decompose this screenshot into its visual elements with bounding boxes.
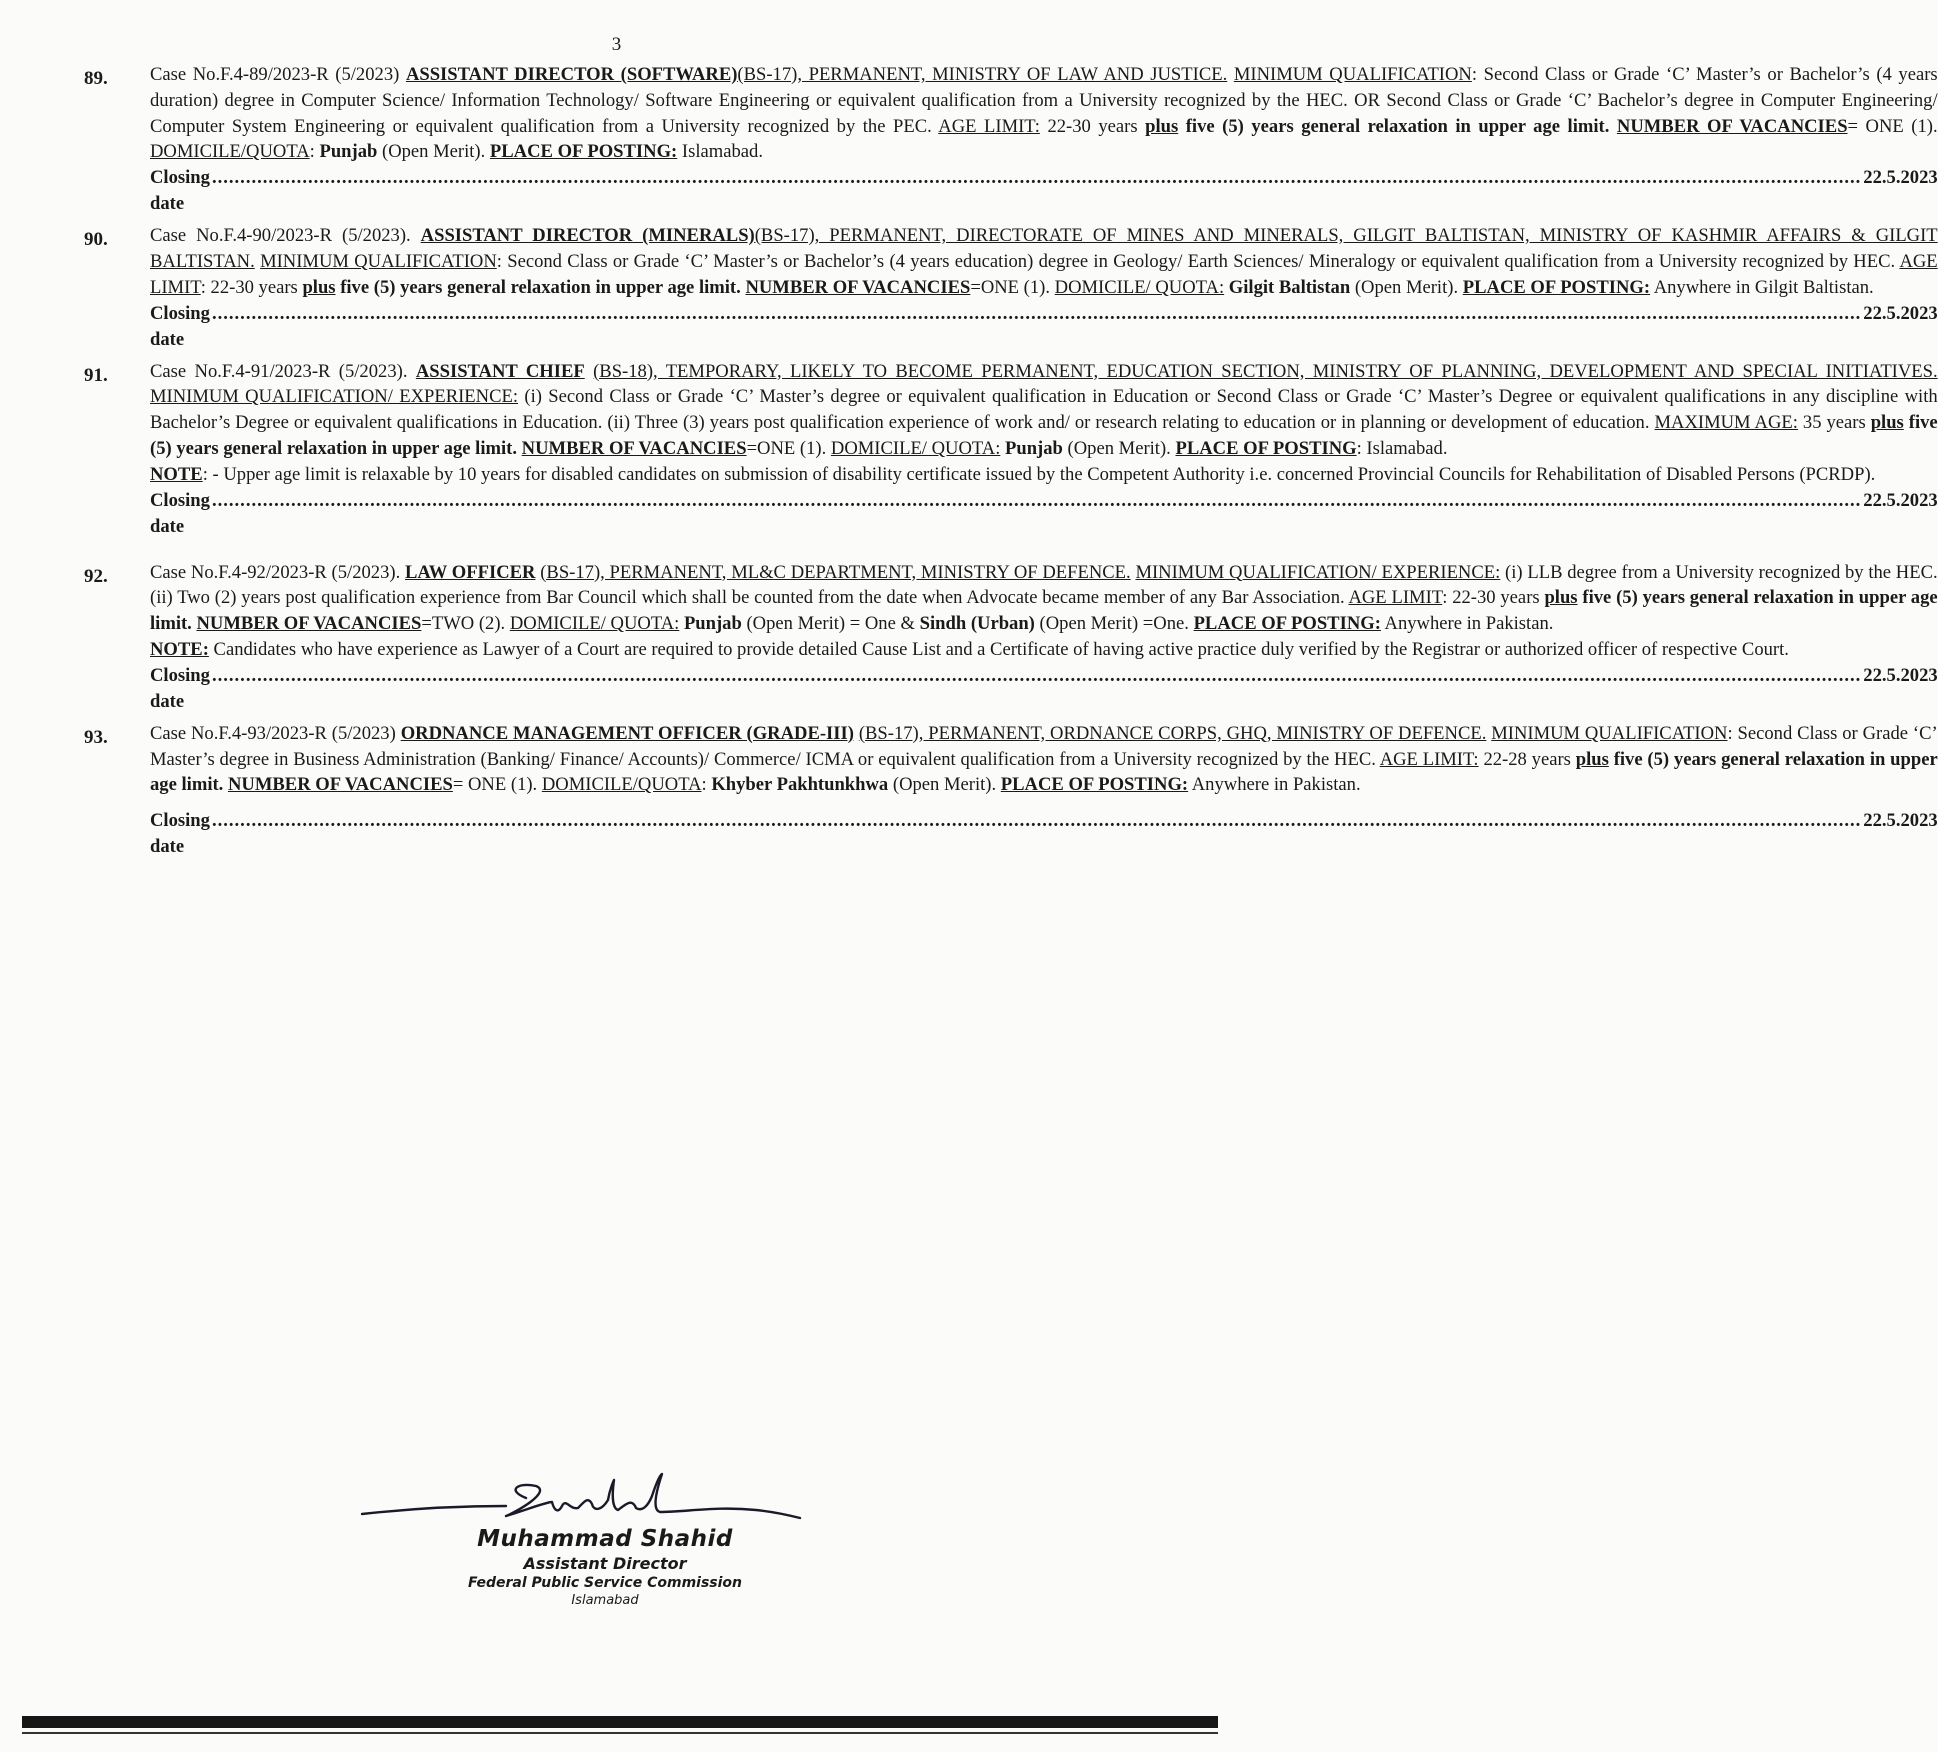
age-limit-label: AGE LIMIT: [1379, 748, 1479, 770]
relaxation-text: five (5) years general relaxation in upper age limit. [1185, 115, 1610, 137]
vacancies-label: NUMBER OF VACANCIES [227, 774, 453, 796]
note-text: : - Upper age limit is relaxable by 10 years for disabled candidates on submission of disability certificate issued by the Competent Authority i.e. concerned Provincial Councils for Rehabilitation of Disabled Persons (PCRDP). [202, 463, 1876, 485]
signatory-name: Muhammad Shahid [477, 1526, 733, 1552]
domicile-province-2: Sindh (Urban) [919, 613, 1035, 635]
case-number: 93. [84, 726, 108, 748]
domicile-label: DOMICILE/ QUOTA: [1054, 276, 1225, 298]
post-title: ORDNANCE MANAGEMENT OFFICER (GRADE-III) [400, 722, 854, 744]
domicile-text-2: (Open Merit) =One. [1039, 613, 1189, 635]
posting-text: Anywhere in Pakistan. [1384, 613, 1554, 635]
signatory-city: Islamabad [571, 1593, 639, 1608]
domicile-separator: : [701, 774, 707, 796]
case-body [150, 560, 1938, 715]
min-qualification-text: : Second Class or Grade ‘C’ Master’s or Bachelor’s (4 years education) degree in Geology/ Earth Sciences/ Mineralogy or equivalent qualification from a University recognized by HEC. [496, 250, 1896, 272]
min-qualification-label: MINIMUM QUALIFICATION/ EXPERIENCE: [1135, 561, 1501, 583]
min-qualification-label: MINIMUM QUALIFICATION/ EXPERIENCE: [150, 386, 519, 408]
age-limit-label: AGE LIMIT: [938, 115, 1040, 137]
case-entry [84, 223, 1938, 352]
case-reference: Case No.F.4-90/2023-R (5/2023). [150, 225, 411, 247]
signatory-title: Assistant Director [523, 1554, 687, 1573]
closing-date-line [150, 165, 1938, 217]
min-qualification-text: (i) Second Class or Grade ‘C’ Master’s degree or equivalent qualification in Education or Second Class or Grade ‘C’ Master’s Degree or equivalent qualifications in any discipline with Bachelor’s Degree or equivalent qualifications in Education. (ii) Three (3) years post qualification experience of work and/ or research relating to education or in planning or development of education. [150, 386, 1938, 434]
posting-label: PLACE OF POSTING: [1462, 276, 1651, 298]
footer-bar [22, 1716, 1218, 1728]
closing-date-line [150, 301, 1938, 353]
domicile-province: Khyber Pakhtunkhwa [711, 774, 889, 796]
post-title: ASSISTANT DIRECTOR (MINERALS) [420, 225, 755, 247]
relaxation-text: five (5) years general relaxation in upper age limit. [340, 276, 741, 298]
leader-dots [212, 301, 1861, 327]
min-qualification-text: : Second Class or Grade ‘C’ Master’s degree in Business Administration (Banking/ Finance/ Accounts)/ Commerce/ ICMA or equivalent qualification from a University recognized by the HEC. [150, 722, 1938, 770]
note-text: Candidates who have experience as Lawyer of a Court are required to provide detailed Cause List and a Certificate of having active practice duly verified by the Registrar or authorized officer of respective Court. [213, 638, 1789, 660]
domicile-province: Punjab [1005, 437, 1063, 459]
age-limit-text: 35 years [1802, 412, 1866, 434]
domicile-province: Gilgit Baltistan [1228, 276, 1351, 298]
posting-text: : Islamabad. [1356, 437, 1448, 459]
closing-date-line [150, 663, 1938, 715]
post-details: (BS-18), TEMPORARY, LIKELY TO BECOME PERMANENT, EDUCATION SECTION, MINISTRY OF PLANNING, DEVELOPMENT AND SPECIAL INITIATIVES. [593, 360, 1938, 382]
closing-date-label: Closing date [150, 810, 210, 858]
domicile-province: Punjab [319, 141, 378, 163]
posting-text: Anywhere in Pakistan. [1191, 774, 1361, 796]
case-number: 89. [84, 68, 108, 89]
note-label: NOTE: [150, 638, 209, 660]
closing-date-value: 22.5.2023 [1863, 489, 1938, 511]
domicile-text: (Open Merit). [1354, 276, 1459, 298]
leader-dots [212, 808, 1861, 834]
post-details: (BS-17), PERMANENT, DIRECTORATE OF MINES AND MINERALS, GILGIT BALTISTAN, MINISTRY OF KASHMIR AFFAIRS & GILGIT BALTISTAN. [150, 225, 1938, 272]
domicile-label: DOMICILE/QUOTA [541, 774, 702, 796]
closing-date-label: Closing date [150, 167, 210, 215]
closing-date-value: 22.5.2023 [1863, 664, 1938, 686]
post-details: (BS-17), PERMANENT, ML&C DEPARTMENT, MINISTRY OF DEFENCE. [540, 561, 1131, 583]
signatory-organization: Federal Public Service Commission [467, 1575, 743, 1591]
age-limit-text: 22-30 years [1047, 115, 1138, 137]
vacancies-text: =ONE (1). [970, 276, 1051, 298]
closing-date-label: Closing date [150, 489, 210, 537]
closing-date-value: 22.5.2023 [1863, 810, 1938, 832]
leader-dots [212, 165, 1861, 191]
min-qualification-label: MINIMUM QUALIFICATION [1491, 722, 1728, 744]
post-title: ASSISTANT DIRECTOR (SOFTWARE) [405, 64, 738, 85]
post-title: LAW OFFICER [405, 561, 536, 583]
plus-keyword: plus [1145, 115, 1179, 137]
case-reference: Case No.F.4-91/2023-R (5/2023). [150, 360, 408, 382]
leader-dots [212, 663, 1861, 689]
age-limit-label: AGE LIMIT [150, 250, 1938, 298]
case-list [84, 62, 1938, 866]
plus-keyword: plus [302, 276, 336, 298]
min-qualification-label: MINIMUM QUALIFICATION [260, 250, 497, 272]
case-body [150, 721, 1938, 860]
plus-keyword: plus [1544, 587, 1578, 609]
domicile-text: (Open Merit). [1067, 437, 1171, 459]
page-number: 3 [611, 34, 622, 55]
closing-date-value: 22.5.2023 [1863, 302, 1938, 324]
domicile-text: (Open Merit). [382, 141, 486, 163]
domicile-label: DOMICILE/ QUOTA: [830, 437, 1001, 459]
vacancies-text: =ONE (1). [746, 437, 827, 459]
closing-date-line [150, 808, 1938, 860]
relaxation-text: five (5) years general relaxation in upper age limit. [150, 748, 1938, 796]
case-entry [84, 721, 1938, 860]
case-reference: Case No.F.4-92/2023-R (5/2023). [150, 561, 401, 583]
vacancies-label: NUMBER OF VACANCIES [1616, 115, 1848, 137]
domicile-label: DOMICILE/QUOTA [150, 141, 310, 163]
case-entry [84, 62, 1938, 217]
plus-keyword: plus [1870, 412, 1904, 434]
closing-date-value: 22.5.2023 [1863, 167, 1938, 189]
posting-text: Anywhere in Gilgit Baltistan. [1653, 276, 1874, 298]
post-details: (BS-17), PERMANENT, ORDNANCE CORPS, GHQ, MINISTRY OF DEFENCE. [858, 722, 1487, 744]
min-qualification-label: MINIMUM QUALIFICATION [1233, 64, 1472, 85]
case-body [150, 223, 1938, 352]
domicile-label: DOMICILE/ QUOTA: [509, 613, 680, 635]
case-reference: Case No.F.4-93/2023-R (5/2023) [150, 722, 396, 744]
footer-line [22, 1732, 1218, 1734]
posting-label: PLACE OF POSTING: [1000, 774, 1189, 796]
posting-text: Islamabad. [681, 141, 763, 163]
age-limit-text: : 22-30 years [200, 276, 298, 298]
age-limit-label: MAXIMUM AGE: [1654, 412, 1798, 434]
closing-date-label: Closing date [150, 302, 210, 350]
note-label: NOTE [150, 463, 203, 485]
leader-dots [212, 488, 1861, 514]
case-number: 90. [84, 229, 108, 251]
age-limit-label: AGE LIMIT [1348, 587, 1443, 609]
relaxation-text: five (5) years general relaxation in upper age limit. [150, 412, 1938, 459]
vacancies-label: NUMBER OF VACANCIES [745, 276, 971, 298]
post-details: (BS-17), PERMANENT, MINISTRY OF LAW AND JUSTICE. [737, 64, 1228, 85]
domicile-text: (Open Merit) = One & [746, 613, 915, 635]
case-entry [84, 560, 1938, 715]
plus-keyword: plus [1575, 748, 1609, 770]
age-limit-text: 22-28 years [1483, 748, 1571, 770]
vacancies-label: NUMBER OF VACANCIES [196, 613, 422, 635]
case-reference: Case No.F.4-89/2023-R (5/2023) [150, 64, 400, 85]
vacancies-text: = ONE (1). [452, 774, 538, 796]
closing-date-line [150, 488, 1938, 540]
case-number: 92. [84, 565, 108, 587]
posting-label: PLACE OF POSTING [1175, 437, 1357, 459]
case-body [150, 359, 1938, 554]
vacancies-label: NUMBER OF VACANCIES [521, 437, 747, 459]
case-number: 91. [84, 364, 108, 386]
posting-label: PLACE OF POSTING: [489, 141, 678, 163]
relaxation-text: five (5) years general relaxation in upper age limit. [150, 587, 1938, 635]
domicile-province: Punjab [683, 613, 742, 635]
domicile-text: (Open Merit). [892, 774, 997, 796]
case-body [150, 62, 1938, 217]
closing-date-label: Closing date [150, 664, 210, 712]
vacancies-text: =TWO (2). [421, 613, 506, 635]
min-qualification-text: : Second Class or Grade ‘C’ Master’s or Bachelor’s (4 years duration) degree in Computer Science/ Information Technology/ Software Engineering or equivalent qualification from a University recognized by the HEC. OR Second Class or Grade ‘C’ Bachelor’s degree in Computer Engineering/ Computer System Engineering or equivalent qualification from a University recognized by the PEC. [150, 64, 1938, 137]
case-entry [84, 359, 1938, 554]
posting-label: PLACE OF POSTING: [1193, 613, 1381, 635]
vacancies-text: = ONE (1). [1847, 115, 1938, 137]
age-limit-text: : 22-30 years [1442, 587, 1540, 609]
signatory-block [440, 1526, 770, 1608]
domicile-separator: : [309, 141, 315, 163]
post-title: ASSISTANT CHIEF [415, 360, 585, 382]
min-qualification-text: (i) LLB degree from a University recognized by the HEC. (ii) Two (2) years post qualification experience from Bar Council which shall be counted from the date when Advocate became member of any Bar Association. [150, 561, 1938, 609]
